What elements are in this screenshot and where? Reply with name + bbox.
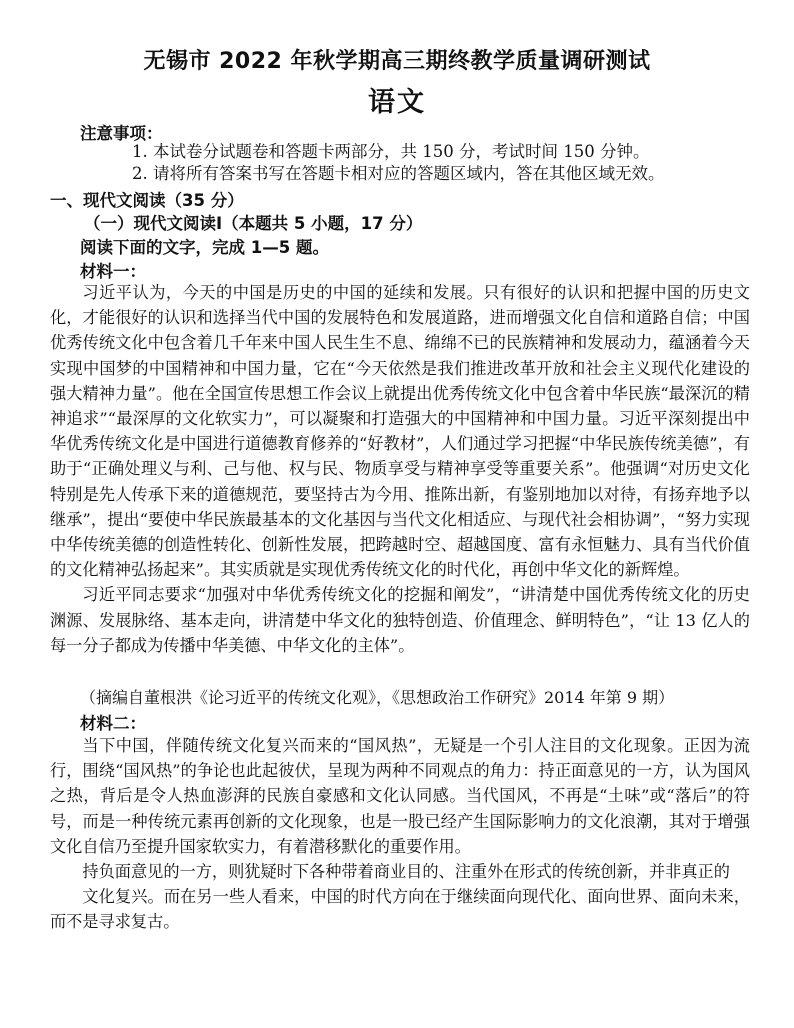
section-heading: 一、现代文阅读（35 分） xyxy=(50,191,244,210)
notes-item-2: 2. 请将所有答案书写在答题卡相对应的答题区域内，答在其他区域无效。 xyxy=(132,164,665,183)
material2-paragraph-2: 持负面意见的一方，则犹疑时下各种带着商业目的、注重外在形式的传统创新，并非真正的 xyxy=(82,862,730,882)
exam-title: 无锡市 2022 年秋学期高三期终教学质量调研测试 xyxy=(143,49,651,74)
subject-title: 语文 xyxy=(368,87,426,118)
material1-source: （摘编自董根洪《论习近平的传统文化观》，《思想政治工作研究》2014 年第 9 期） xyxy=(80,688,675,707)
subsection-heading: （一）现代文阅读Ⅰ（本题共 5 小题，17 分） xyxy=(84,214,423,233)
material1-label: 材料一： xyxy=(80,262,146,281)
material1-body xyxy=(50,280,750,658)
notes-heading: 注意事项： xyxy=(80,124,163,143)
notes-item-1: 1. 本试卷分试题卷和答题卡两部分，共 150 分，考试时间 150 分钟。 xyxy=(132,142,650,161)
material2-label: 材料二： xyxy=(80,714,146,733)
material2-paragraph-1: 当下中国，伴随传统文化复兴而来的“国风热”，无疑是一个引人注目的文化现象。正因为流行，围绕“国风热”的争论也此起彼伏，呈现为两种不同观点的角力：持正面意见的一方，认为国风之热，背后是令人热血澎湃的民族自豪感和文化认同感。当代国风，不再是“土味”或“落后”的符号，而是一种传统元素再创新的文化现象，也是一股已经产生国际影响力的文化浪潮，其对于增强文化自信乃至提升国家软实力，有着潜移默化的重要作用。 xyxy=(50,736,750,856)
material1-paragraph-1: 习近平认为，今天的中国是历史的中国的延续和发展。只有很好的认识和把握中国的历史文化，才能很好的认识和选择当代中国的发展特色和发展道路，进而增强文化自信和道路自信；中国优秀传统文化中包含着几千年来中国人民生生不息、绵绵不已的民族精神和发展动力，蕴涵着今天实现中国梦的中国精神和中国力量，它在“今天依然是我们推进改革开放和社会主义现代化建设的强大精神力量”。他在全国宣传思想工作会议上就提出优秀传统文化中包含着中华民族“最深沉的精神追求”“最深厚的文化软实力”，可以凝聚和打造强大的中国精神和中国力量。习近平深刻提出中华优秀传统文化是中国进行道德教育修养的“好教材”，人们通过学习把握“中华民族传统美德”，有助于“正确处理义与利、己与他、权与民、物质享受与精神享受等重要关系”。他强调“对历史文化特别是先人传承下来的道德规范，要坚持古为今用、推陈出新，有鉴别地加以对待，有扬弃地予以继承”，提出“要使中华民族最基本的文化基因与当代文化相适应、与现代社会相协调”，“努力实现中华传统美德的创造性转化、创新性发展，把跨越时空、超越国度、富有永恒魅力、具有当代价值的文化精神弘扬起来”。其实质就是实现优秀传统文化的时代化，再创中华文化的新辉煌。 xyxy=(50,283,750,580)
material2-paragraph-3: 文化复兴。而在另一些人看来，中国的时代方向在于继续面向现代化、面向世界、面向未来，而不是寻求复古。 xyxy=(50,887,750,932)
instruction-text: 阅读下面的文字，完成 1—5 题。 xyxy=(80,238,329,257)
material1-paragraph-2: 习近平同志要求“加强对中华优秀传统文化的挖掘和阐发”，“讲清楚中国优秀传统文化的历史渊源、发展脉络、基本走向，讲清楚中华文化的独特创造、价值理念、鲜明特色”，“让 13 亿人的每一分子都成为传播中华美德、中华文化的主体”。 xyxy=(50,585,750,655)
material2-body xyxy=(50,733,750,935)
